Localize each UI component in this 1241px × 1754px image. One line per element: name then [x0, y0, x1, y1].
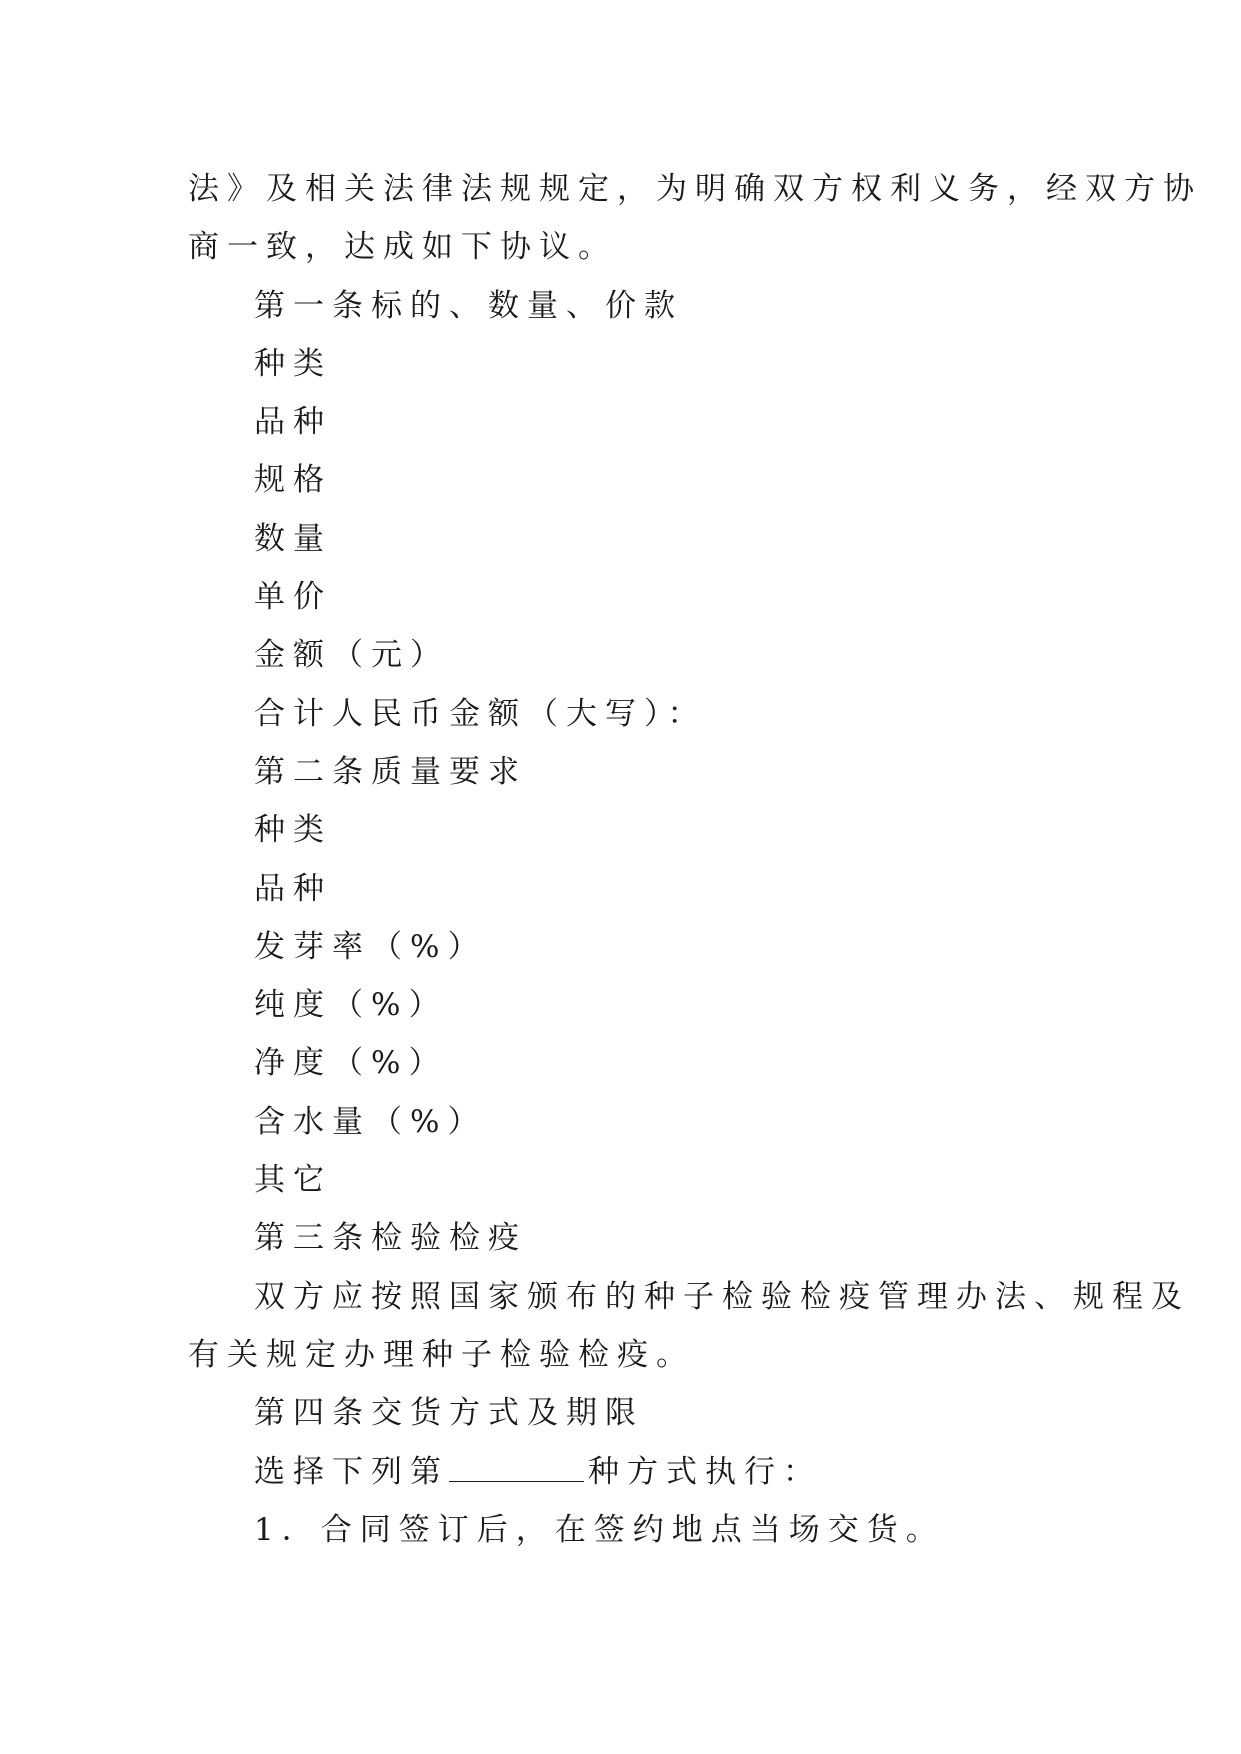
paragraph-list [188, 160, 1202, 1443]
document-body [188, 160, 1202, 1559]
blank-field[interactable] [449, 1455, 584, 1482]
text-line: 净度（%） [254, 1045, 448, 1082]
text-line: 有关规定办理种子检验检疫。 [188, 1336, 695, 1373]
choice-prefix: 选择下列第 [254, 1453, 449, 1490]
text-line: 合计人民币金额（大写）： [254, 695, 707, 732]
text-line: 品种 [254, 870, 332, 907]
text-line: 其它 [254, 1162, 332, 1199]
text-line: 双方应按照国家颁布的种子检验检疫管理办法、规程及 [254, 1278, 1190, 1315]
text-line: 第四条交货方式及期限 [254, 1395, 644, 1432]
text-line: 商一致，达成如下协议。 [188, 229, 617, 266]
text-line: 发芽率（%） [254, 928, 487, 965]
text-line: 种类 [254, 345, 332, 382]
text-line: 单价 [254, 579, 332, 616]
text-line: 第二条质量要求 [254, 753, 527, 790]
text-line: 金额（元） [254, 637, 449, 674]
text-line: 含水量（%） [254, 1103, 487, 1140]
final-clause-line: 1．合同签订后，在签约地点当场交货。 [254, 1511, 945, 1548]
choice-suffix: 种方式执行： [588, 1453, 822, 1490]
text-line: 数量 [254, 520, 332, 557]
choice-line [188, 1443, 1058, 1501]
text-line: 第一条标的、数量、价款 [254, 287, 683, 324]
text-line: 规格 [254, 462, 332, 499]
text-line: 纯度（%） [254, 987, 448, 1024]
text-line: 第三条检验检疫 [254, 1220, 527, 1257]
text-line: 法》及相关法律法规规定，为明确双方权利义务，经双方协 [188, 171, 1202, 207]
text-line: 品种 [254, 404, 332, 441]
text-line: 种类 [254, 812, 332, 849]
